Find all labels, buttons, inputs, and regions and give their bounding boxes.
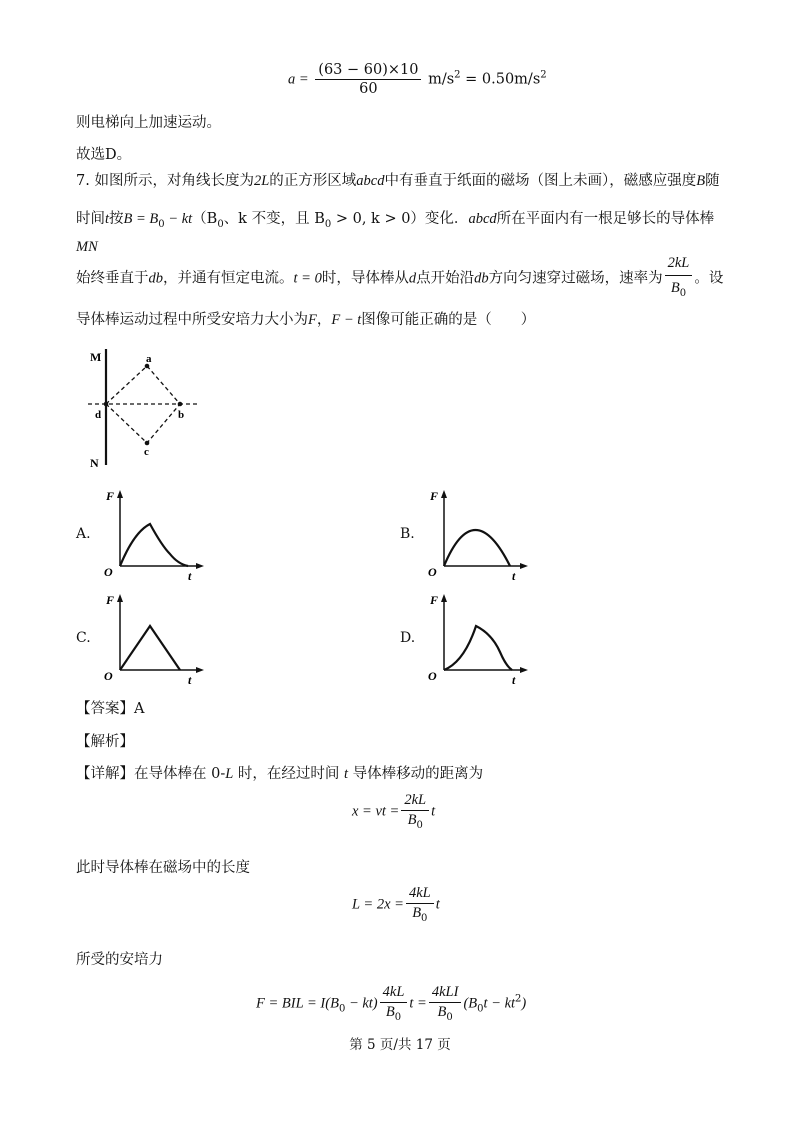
y-arrow: [441, 490, 447, 498]
page-footer: 第 5 页/共 17 页: [349, 1037, 451, 1053]
x-arrow: [196, 667, 204, 673]
label-F: F: [106, 593, 115, 607]
equation-distance: x = vt = $\frac{2kL}{B_0}$ t: [352, 792, 436, 831]
label-O: O: [428, 565, 437, 579]
y-arrow: [117, 594, 123, 602]
question-line-4: 导体棒运动过程中所受安培力大小为F，F − t图像可能正确的是（ ）: [76, 312, 536, 328]
equation-acceleration: a = $\frac{(63 - 60)\times 10}{60}$ $m/s^2 = 0.50m/s^2$: [288, 62, 547, 97]
label-O: O: [104, 669, 113, 683]
question-line-3: 始终垂直于db，并通有恒定电流。t = 0时，导体棒从d点开始沿db方向匀速穿过磁场，速率为 $\frac{2kL}{B_0}$ 。设: [76, 252, 726, 305]
line-choose: 故选D。: [76, 147, 132, 163]
answer: 【答案】A: [76, 701, 145, 717]
option-C-label: C.: [76, 630, 91, 646]
label-F: F: [430, 489, 439, 503]
option-A-label: A.: [76, 526, 91, 542]
equation-force: F = BIL = $I(B_0 - kt)$ $\frac{4kL}{B_0}$ t = $\frac{\text{4kLI}}{B_0}$ $(B_0t - kt^2)$: [256, 984, 527, 1023]
label-t: t: [188, 569, 192, 583]
detail-line: 【详解】在导体棒在 0-L 时，在经过时间 t 导体棒移动的距离为: [76, 766, 484, 782]
question-line-1: 7. 如图所示，对角线长度为2L的正方形区域abcd中有垂直于纸面的磁场（图上未画），磁感应强度B随: [76, 173, 720, 189]
curve-C: [120, 626, 180, 670]
y-arrow: [441, 594, 447, 602]
label-t: t: [512, 673, 516, 687]
label-t: t: [188, 673, 192, 687]
option-A-graph: [100, 488, 210, 583]
line-force: 所受的安培力: [76, 952, 163, 968]
label-t: t: [512, 569, 516, 583]
option-B-label: B.: [400, 526, 415, 542]
point-c: [145, 441, 150, 446]
label-a: a: [146, 353, 152, 365]
label-F: F: [430, 593, 439, 607]
x-arrow: [520, 563, 528, 569]
line-length: 此时导体棒在磁场中的长度: [76, 860, 250, 876]
label-N: N: [90, 456, 99, 470]
line-accel: 则电梯向上加速运动。: [76, 115, 221, 131]
label-b: b: [178, 409, 185, 421]
equation-length: L = 2x = $\frac{4kL}{B_0}$ t: [352, 885, 440, 924]
label-M: M: [90, 350, 102, 364]
option-D-graph: [424, 592, 534, 687]
label-O: O: [428, 669, 437, 683]
label-F: F: [106, 489, 115, 503]
curve-D: [444, 626, 512, 670]
label-c: c: [144, 446, 149, 458]
y-arrow: [117, 490, 123, 498]
analysis-heading: 【解析】: [76, 734, 134, 750]
point-d: [104, 402, 109, 407]
label-d: d: [95, 409, 102, 421]
speed-fraction: $\frac{2kL}{B_0}$: [665, 252, 693, 305]
square-field-diagram: [80, 345, 210, 470]
point-b: [178, 402, 183, 407]
question-line-2: 时间t按$B = B_0 - kt(B_0$、k 不变，且 $B_0 > 0$, k > 0）变化．abcd所在平面内有一根足够长的导体棒MN: [76, 211, 715, 255]
option-C-graph: [100, 592, 210, 687]
option-D-label: D.: [400, 630, 416, 646]
fraction: $\frac{(63 - 60)\times 10}{60}$: [315, 62, 421, 97]
option-B-graph: [424, 488, 534, 583]
curve-B: [444, 530, 510, 566]
curve-A: [120, 524, 188, 566]
x-arrow: [520, 667, 528, 673]
label-O: O: [104, 565, 113, 579]
x-arrow: [196, 563, 204, 569]
